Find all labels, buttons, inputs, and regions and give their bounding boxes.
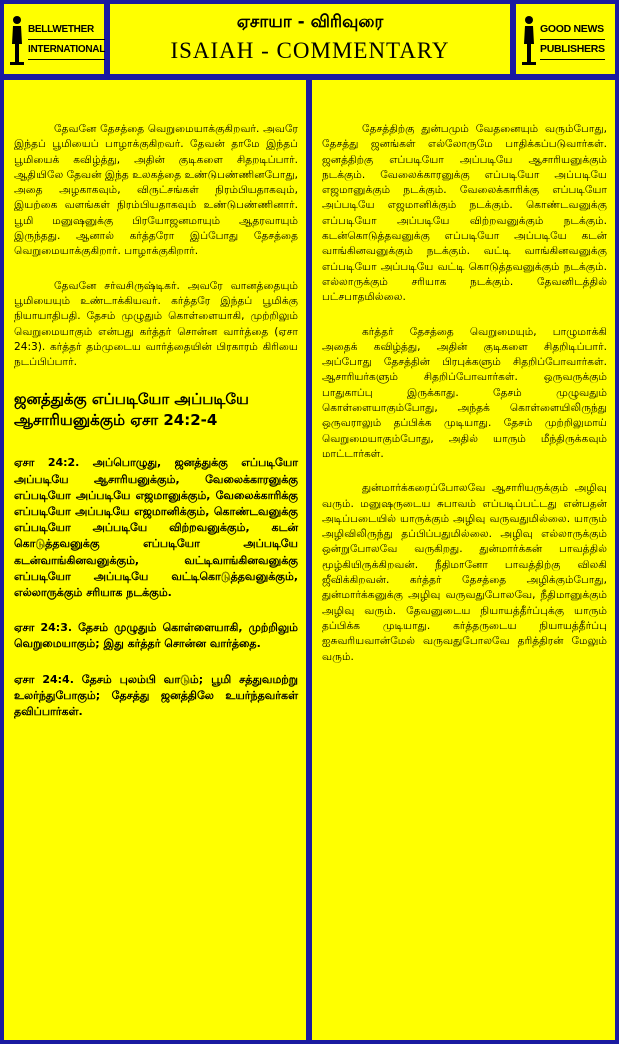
left-column (4, 80, 306, 1040)
right-paragraph-3: துன்மார்க்கரைப்போலவே ஆசாரியருக்கும் அழிவு வரும். மனுஷருடைய சுபாவம் எப்படிப்பட்டது என்பதன் அடிப்படையில் யாருக்கும் அழிவு வருவதுமில்லை. யாரும் அழிவிலிருந்து தப்பிப்பதுமில்லை. அழிவு எல்லாருக்கும் ஒன்றுபோலவே வருகிறது. துன்மார்க்கன் பாவத்தில் மூழ்கியிருக்கிறவன். நீதிமானோ பாவத்திற்கு விலகி ஜீவிக்கிறவன். கர்த்தர் தேசத்தை அழிக்கும்போது, துன்மார்க்கனுக்கு அழிவு வருவதுபோலவே, நீதிமானுக்கும் அழிவு வரும். தேவனுடைய நியாயத்தீர்ப்புக்கு யாரும் தப்பிக்க முடியாது. கர்த்தருடைய நியாயத்தீர்ப்பு ஐசுவரியவான்மேல் வருவதுபோலவே தரித்திரன் மேலும் வரும். (322, 482, 607, 663)
figure-icon (10, 14, 24, 66)
title-tamil: ஏசாயா - விரிவுரை (236, 12, 384, 32)
logo-left-line1: BELLWETHER (28, 20, 105, 40)
good-news-logo (516, 4, 615, 74)
left-paragraph-1: தேவனே தேசத்தை வெறுமையாக்குகிறவர். அவரே இந்தப் பூமியைப் பாழாக்குகிறவர். தேவன் தாமே இந்தப் பூமியைக் கவிழ்த்து, அதின் குடிகளை சிதறடிப்பார். ஆதியிலே தேவன் இந்த உலகத்தை உண்டுபண்ணினபோது, அதை அழகாகவும், விருட்சங்கள் நிரம்பியதாகவும், இயற்கை வளங்கள் நிரம்பியதாகவும் உண்டுபண்ணினார். பூமி மனுஷனுக்கு பிரயோஜனமாயும் ஆதரவாயும் இருந்தது. ஆனால் கர்த்தரோ இப்போது தேசத்தை வெறுமையாக்குகிறார். பாழாக்குகிறார். (14, 123, 299, 258)
title-banner (110, 4, 510, 74)
verse-24-4: ஏசா 24:4. தேசம் புலம்பி வாடும்; பூமி சத்துவமற்று உலர்ந்துபோகும்; தேசத்து ஜனத்திலே உயர்ந்தவர்கள் தவிப்பார்கள். (14, 672, 298, 719)
right-paragraph-1: தேசத்திற்கு துன்பமும் வேதனையும் வரும்போது, தேசத்து ஜனங்கள் எல்லோருமே பாதிக்கப்படுவார்கள். ஜனத்திற்கு எப்படியோ அப்படியே ஆசாரியனுக்கும் நடக்கும். வேலைக்காரனுக்கு எப்படியோ அப்படியே எஜமானுக்கும் நடக்கும். வேலைக்காரிக்கு எப்படியோ அப்படியே எஜமானிக்கும் நடக்கும். கொண்டவனுக்கு எப்படியோ அப்படியே விற்றவனுக்கும் நடக்கும். கடன்கொடுத்தவனுக்கு எப்படியோ அப்படியே கடன் வாங்கினவனுக்கும் நடக்கும். வட்டி வாங்கினவனுக்கு எப்படியோ அப்படியே வட்டி கொடுத்தவனுக்கும் நடக்கும். எல்லாருக்கும் சரியாக நடக்கும். தேவனிடத்தில் பட்சபாதமில்லை. (322, 123, 607, 304)
bellwether-logo (4, 4, 104, 74)
logo-left-line2: INTERNATIONAL (28, 40, 105, 60)
right-column (312, 80, 615, 1040)
verse-24-2: ஏசா 24:2. அப்பொழுது, ஜனத்துக்கு எப்படியோ அப்படியே ஆசாரியனுக்கும், வேலைக்காரனுக்கு எப்படியோ அப்படியே எஜமானுக்கும், வேலைக்காரிக்கு எப்படியோ அப்படியே எஜமானிக்கும், கொண்டவனுக்கு எப்படியோ அப்படியே விற்றவனுக்கும், கடன் கொடுத்தவனுக்கு எப்படியோ அப்படியே கடன்வாங்கினவனுக்கும், வட்டிவாங்கினவனுக்கு எப்படியோ அப்படியே வட்டிகொடுத்தவனுக்கும், எல்லாருக்கும் சரியாக நடக்கும். (14, 456, 298, 600)
logo-right-line1: GOOD NEWS (540, 20, 605, 40)
logo-right-line2: PUBLISHERS (540, 40, 605, 60)
section-heading: ஜனத்துக்கு எப்படியோ அப்படியே ஆசாரியனுக்கும் ஏசா 24:2-4 (14, 390, 249, 430)
figure-icon (522, 14, 536, 66)
title-english: ISAIAH - COMMENTARY (170, 38, 450, 63)
verse-24-3: ஏசா 24:3. தேசம் முழுதும் கொள்ளையாகி, முற்றிலும் வெறுமையாகும்; இது கர்த்தர் சொன்ன வார்த்தை. (14, 621, 298, 651)
right-paragraph-2: கர்த்தர் தேசத்தை வெறுமையும், பாழுமாக்கி அதைக் கவிழ்த்து, அதின் குடிகளை சிதறிடிப்பார். அப்போது தேசத்தின் பிரபுக்களும் சிதறிப்போவார்கள். ஆசாரியர்களும் சிதறிப்போவார்கள். ஒருவருக்கும் பாதுகாப்பு இருக்காது. தேசம் முழுவதும் கொள்ளையாகும்போது, அந்தக் கொள்ளையிலிருந்து ஒருவராலும் தப்பிக்க முடியாது. தேசம் முற்றிலுமாய் வெறுமையாகும்போது, அதில் யாரும் மீந்திருக்கவும் மாட்டார்கள். (322, 325, 607, 460)
left-paragraph-2: தேவனே சர்வசிருஷ்டிகர். அவரே வானத்தையும் பூமியையும் உண்டாக்கியவர். கர்த்தரே இந்தப் பூமிக்கு நியாயாதிபதி. தேசம் முழுதும் கொள்ளையாகி, முற்றிலும் வெறுமையாகும் என்பது கர்த்தர் சொன்ன வார்த்தை (ஏசா 24:3). கர்த்தர் தம்முடைய வார்த்தையின் பிரகாரம் கிரியை நடப்பிப்பார். (14, 279, 298, 369)
